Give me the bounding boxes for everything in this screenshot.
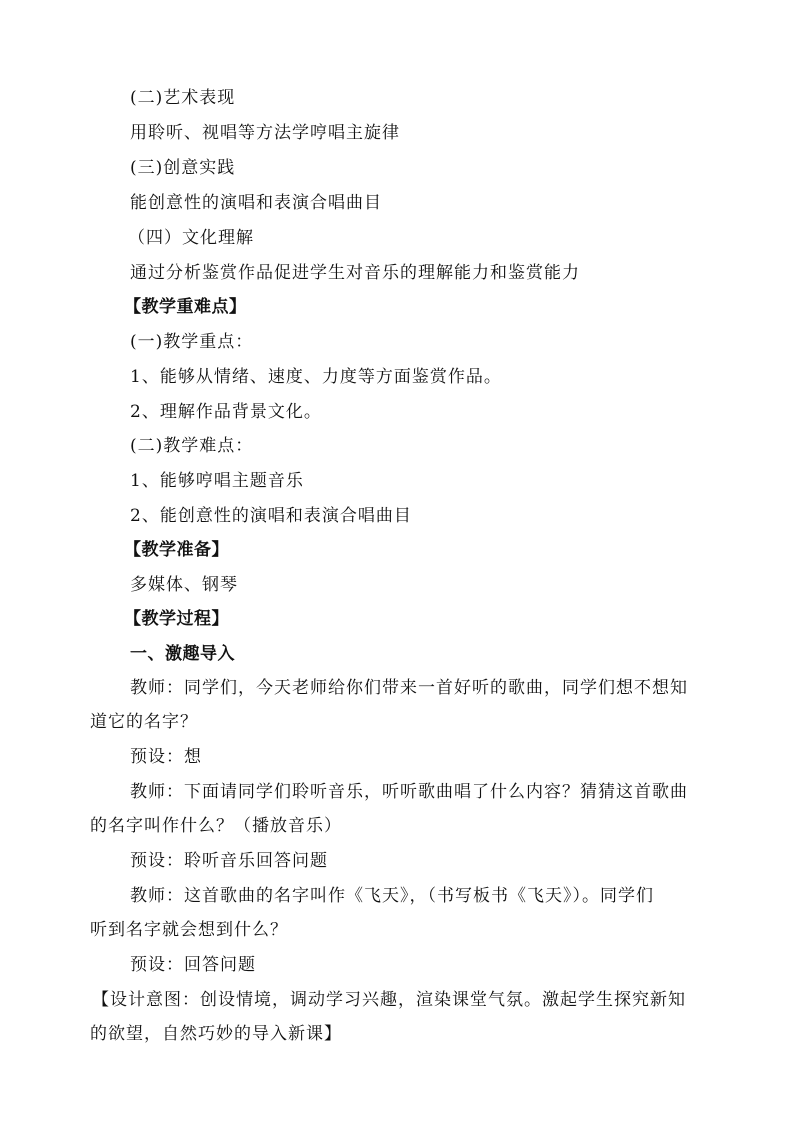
paragraph: 预设：聆听音乐回答问题	[130, 851, 328, 871]
paragraph: 教师：同学们，今天老师给你们带来一首好听的歌曲，同学们想不想知	[130, 678, 688, 698]
heading-key-difficult-points: 【教学重难点】	[124, 297, 247, 317]
list-item: 2、能创意性的演唱和表演合唱曲目	[130, 506, 412, 526]
subheading-key-points: (一)教学重点：	[130, 332, 254, 352]
paragraph: 预设：回答问题	[130, 955, 256, 975]
heading-teaching-preparation: 【教学准备】	[124, 540, 229, 560]
subheading-difficult-points: (二)教学难点：	[130, 436, 254, 456]
paragraph: 教师：下面请同学们聆听音乐，听听歌曲唱了什么内容？猜猜这首歌曲	[130, 782, 688, 802]
paragraph: 多媒体、钢琴	[130, 575, 238, 595]
section-heading-cultural-understanding: （四）文化理解	[128, 228, 254, 248]
paragraph: 能创意性的演唱和表演合唱曲目	[130, 193, 382, 213]
paragraph: 预设：想	[130, 747, 202, 767]
paragraph: 通过分析鉴赏作品促进学生对音乐的理解能力和鉴赏能力	[130, 263, 580, 283]
heading-teaching-process: 【教学过程】	[124, 609, 229, 629]
list-item: 1、能够哼唱主题音乐	[130, 471, 304, 491]
subheading-intro: 一、激趣导入	[130, 644, 235, 664]
list-item: 1、能够从情绪、速度、力度等方面鉴赏作品。	[130, 367, 502, 387]
design-intent: 【设计意图：创设情境，调动学习兴趣，渲染课堂气氛。激起学生探究新知	[92, 990, 686, 1010]
list-item: 2、理解作品背景文化。	[130, 402, 322, 422]
paragraph: 教师：这首歌曲的名字叫作《飞天》，（书写板书《飞天》）。同学们	[130, 886, 654, 906]
section-heading-creative-practice: (三)创意实践	[130, 158, 236, 178]
paragraph-continuation: 道它的名字？	[90, 712, 198, 732]
paragraph-continuation: 的名字叫作什么？（播放音乐）	[90, 816, 342, 836]
paragraph-continuation: 听到名字就会想到什么？	[90, 920, 288, 940]
paragraph: 用聆听、视唱等方法学哼唱主旋律	[130, 123, 400, 143]
design-intent-continuation: 的欲望，自然巧妙的导入新课】	[90, 1024, 342, 1044]
section-heading-artistic-expression: (二)艺术表现	[130, 88, 236, 108]
